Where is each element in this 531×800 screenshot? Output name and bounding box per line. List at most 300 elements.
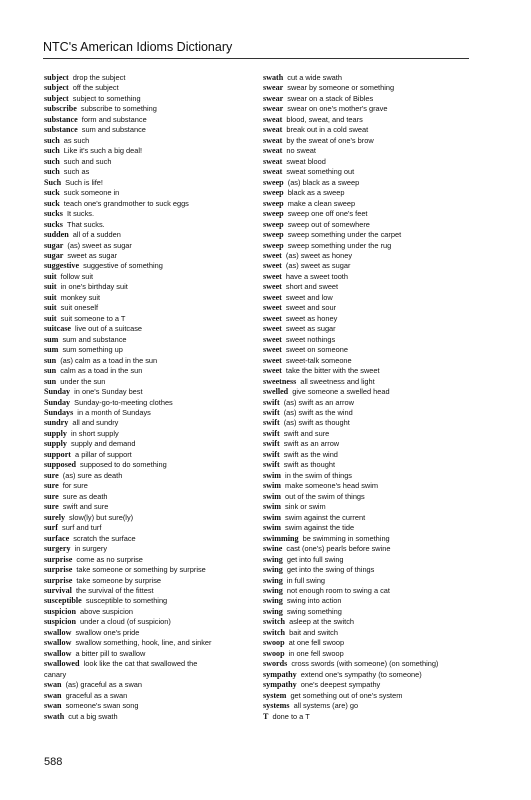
entry-phrase: calm as a toad in the sun (60, 366, 143, 376)
entry-phrase: (as) black as a sweep (287, 177, 360, 187)
index-entry (44, 576, 250, 586)
entry-phrase: be swimming in something (302, 533, 390, 543)
index-entry (263, 73, 469, 83)
entry-phrase: all sweetness and light (300, 376, 375, 386)
entry-headword: sweat (263, 167, 283, 177)
entry-phrase: sweep one off one's feet (287, 209, 368, 219)
index-entry (44, 314, 250, 324)
entry-phrase: sum and substance (81, 125, 146, 135)
entry-phrase: swallow one's pride (75, 627, 140, 637)
entry-phrase: susceptible to something (85, 596, 168, 606)
entry-phrase: make a clean sweep (287, 198, 356, 208)
index-entry (263, 712, 469, 722)
index-entry (263, 345, 469, 355)
index-entry (44, 596, 250, 606)
entry-phrase: under a cloud (of suspicion) (80, 617, 171, 627)
entry-headword: such (44, 146, 60, 156)
index-entry (263, 293, 469, 303)
index-entry (44, 638, 250, 648)
index-entry (44, 146, 250, 156)
entry-headword: supply (44, 439, 67, 449)
index-entry (44, 303, 250, 313)
entry-headword: swallowed (44, 659, 80, 669)
entry-phrase: blood, sweat, and tears (286, 114, 363, 124)
entry-headword: such (44, 167, 60, 177)
entry-headword: Such (44, 177, 62, 187)
entry-phrase: sweet as honey (285, 313, 338, 323)
entry-headword: sweetness (263, 376, 297, 386)
entry-headword: suit (44, 292, 57, 302)
entry-headword: sundry (44, 418, 69, 428)
entry-headword: sweet (263, 355, 282, 365)
entry-headword: sweep (263, 188, 284, 198)
entry-headword: swoop (263, 648, 285, 658)
index-entry (263, 398, 469, 408)
index-entry (263, 471, 469, 481)
index-entry (263, 670, 469, 680)
entry-headword: suck (44, 188, 60, 198)
entry-phrase: make someone's head swim (285, 481, 379, 491)
entry-phrase: (as) sweet as sugar (285, 261, 351, 271)
index-entry (44, 178, 250, 188)
entry-headword: swan (44, 680, 62, 690)
entry-phrase: sweet-talk someone (285, 355, 352, 365)
entry-headword: swing (263, 554, 283, 564)
index-entry (44, 450, 250, 460)
entry-phrase: suck someone in (63, 188, 120, 198)
index-entry (44, 460, 250, 470)
index-entry (263, 513, 469, 523)
entry-phrase: all of a sudden (72, 230, 121, 240)
index-entry (44, 565, 250, 575)
index-entry (44, 439, 250, 449)
entry-headword: sympathy (263, 669, 297, 679)
entry-phrase: (as) sure as death (62, 470, 123, 480)
entry-phrase: in one fell swoop (288, 648, 344, 658)
entry-phrase: take someone or something by surprise (76, 565, 206, 575)
index-entry (44, 335, 250, 345)
index-entry (263, 638, 469, 648)
entry-headword: swing (263, 606, 283, 616)
index-entry (44, 125, 250, 135)
entry-headword: suitcase (44, 324, 71, 334)
entry-headword: switch (263, 617, 286, 627)
entry-phrase: black as a sweep (287, 188, 345, 198)
entry-phrase: sweep out of somewhere (287, 219, 370, 229)
entry-phrase: short and sweet (285, 282, 339, 292)
entry-phrase: cross swords (with someone) (on something) (291, 659, 439, 669)
entry-phrase: swear by someone or something (287, 83, 395, 93)
index-entry (263, 157, 469, 167)
index-entry (44, 607, 250, 617)
index-entry (44, 617, 250, 627)
entry-headword: substance (44, 125, 78, 135)
index-entry (263, 523, 469, 533)
index-entry (44, 366, 250, 376)
entry-phrase: for sure (62, 481, 88, 491)
entry-phrase: sweep something under the rug (287, 240, 392, 250)
entry-headword: sweep (263, 177, 284, 187)
entry-headword: sweet (263, 250, 282, 260)
entry-phrase: all systems (are) go (293, 701, 359, 711)
entry-headword: suit (44, 303, 57, 313)
entry-headword: swift (263, 460, 280, 470)
entry-headword: surely (44, 512, 65, 522)
entry-headword: subject (44, 93, 69, 103)
index-entry (263, 439, 469, 449)
index-entry (44, 167, 250, 177)
entry-phrase: come as no surprise (76, 554, 143, 564)
index-entry (44, 94, 250, 104)
index-entry (44, 272, 250, 282)
entry-phrase: take the bitter with the sweet (285, 366, 380, 376)
index-entry (44, 408, 250, 418)
entry-phrase: out of the swim of things (285, 491, 365, 501)
entry-headword: swim (263, 470, 281, 480)
index-column-left (44, 73, 250, 722)
entry-phrase: get into the swing of things (286, 565, 375, 575)
entry-phrase: sum something up (62, 345, 123, 355)
entry-phrase: sweet on someone (285, 345, 348, 355)
entry-headword: sweat (263, 125, 283, 135)
entry-headword: surprise (44, 565, 73, 575)
entry-phrase: Such is life! (65, 177, 103, 187)
index-entry (44, 502, 250, 512)
entry-phrase: as such (63, 135, 90, 145)
entry-headword: support (44, 449, 71, 459)
entry-phrase: swift and sure (283, 428, 330, 438)
entry-phrase: extend one's sympathy (to someone) (300, 669, 422, 679)
entry-phrase: by the sweat of one's brow (286, 135, 374, 145)
entry-headword: swing (263, 585, 283, 595)
entry-phrase: supply and demand (71, 439, 136, 449)
entry-phrase: (as) graceful as a swan (65, 680, 142, 690)
entry-headword: T (263, 711, 269, 721)
entry-phrase: sweat blood (286, 156, 326, 166)
entry-headword: sudden (44, 230, 69, 240)
entry-headword: sure (44, 491, 59, 501)
entry-phrase: swift as an arrow (283, 439, 340, 449)
index-entry (44, 230, 250, 240)
entry-phrase: not enough room to swing a cat (286, 585, 390, 595)
entry-headword: surprise (44, 554, 73, 564)
entry-phrase: slow(ly) but sure(ly) (69, 512, 134, 522)
entry-headword: sum (44, 345, 59, 355)
index-entry (44, 513, 250, 523)
entry-phrase: canary (44, 669, 67, 679)
entry-headword: sympathy (263, 680, 297, 690)
entry-phrase: above suspicion (80, 606, 134, 616)
entry-headword: swift (263, 397, 280, 407)
entry-phrase: break out in a cold sweat (286, 125, 369, 135)
entry-headword: suggestive (44, 261, 80, 271)
entry-headword: sugar (44, 250, 64, 260)
index-entry (44, 324, 250, 334)
index-entry (44, 534, 250, 544)
index-entry (44, 628, 250, 638)
entry-headword: sweet (263, 282, 282, 292)
index-entry (263, 502, 469, 512)
index-entry (44, 136, 250, 146)
index-entry (263, 691, 469, 701)
entry-headword: Sunday (44, 397, 71, 407)
entry-headword: sweat (263, 156, 283, 166)
entry-headword: sweet (263, 271, 282, 281)
entry-phrase: swim against the current (285, 512, 366, 522)
entry-headword: sweet (263, 261, 282, 271)
entry-phrase: drop the subject (72, 73, 126, 82)
entry-phrase: Sunday-go-to-meeting clothes (74, 397, 173, 407)
entry-headword: sweep (263, 209, 284, 219)
entry-headword: swift (263, 439, 280, 449)
index-entry (263, 209, 469, 219)
entry-phrase: cut a big swath (68, 711, 118, 721)
entry-phrase: swallow something, hook, line, and sinker (75, 638, 212, 648)
entry-phrase: sweet as sugar (67, 250, 118, 260)
entry-headword: swing (263, 575, 283, 585)
entry-headword: sweet (263, 324, 282, 334)
index-entry (44, 73, 250, 83)
index-entry (44, 481, 250, 491)
entry-phrase: follow suit (60, 271, 94, 281)
entry-phrase: (as) sweet as honey (285, 250, 353, 260)
entry-phrase: (as) swift as an arrow (283, 397, 354, 407)
entry-headword: supposed (44, 460, 76, 470)
entry-phrase: (as) swift as the wind (283, 408, 353, 417)
entry-phrase: swing into action (286, 596, 342, 606)
entry-headword: substance (44, 114, 78, 124)
entry-headword: sucks (44, 219, 63, 229)
index-entry (263, 272, 469, 282)
entry-phrase: form and substance (81, 114, 147, 124)
entry-phrase: sweet and low (285, 292, 333, 302)
index-entry (263, 146, 469, 156)
index-entry (44, 418, 250, 428)
index-entry (263, 324, 469, 334)
entry-headword: swear (263, 83, 284, 93)
entry-headword: supply (44, 428, 67, 438)
index-entry (44, 649, 250, 659)
index-entry (263, 356, 469, 366)
entry-headword: Sundays (44, 408, 74, 417)
index-entry (263, 188, 469, 198)
entry-headword: surgery (44, 544, 71, 554)
index-entry (263, 115, 469, 125)
index-entry (44, 680, 250, 690)
index-entry (44, 544, 250, 554)
index-entry (263, 241, 469, 251)
entry-phrase: such as (63, 167, 90, 177)
index-entry (263, 314, 469, 324)
index-entry (44, 691, 250, 701)
index-entry (44, 471, 250, 481)
index-entry (263, 408, 469, 418)
entry-headword: swift (263, 418, 280, 428)
entry-headword: suspicion (44, 617, 76, 627)
index-entry (44, 377, 250, 387)
entry-headword: suit (44, 313, 57, 323)
index-entry (44, 712, 250, 722)
entry-headword: sweat (263, 146, 283, 156)
index-entry (44, 115, 250, 125)
index-entry (44, 492, 250, 502)
entry-headword: swords (263, 659, 288, 669)
index-entry (44, 523, 250, 533)
page-number: 588 (44, 756, 63, 768)
index-entry (263, 418, 469, 428)
entry-headword: subject (44, 73, 69, 82)
index-entry (263, 251, 469, 261)
entry-phrase: Like it's such a big deal! (63, 146, 143, 156)
entry-headword: sucks (44, 209, 63, 219)
entry-headword: swan (44, 690, 62, 700)
entry-headword: swoop (263, 638, 285, 648)
entry-headword: sweet (263, 345, 282, 355)
index-entry (263, 576, 469, 586)
index-entry (263, 659, 469, 669)
entry-headword: sweep (263, 198, 284, 208)
entry-phrase: look like the cat that swallowed the (83, 659, 198, 669)
index-entry (44, 241, 250, 251)
entry-phrase: suit someone to a T (60, 313, 126, 323)
entry-headword: such (44, 156, 60, 166)
entry-headword: Sunday (44, 387, 71, 397)
index-entry (263, 607, 469, 617)
entry-phrase: in one's Sunday best (74, 387, 143, 397)
entry-headword: sure (44, 481, 59, 491)
entry-headword: sun (44, 376, 57, 386)
entry-phrase: sweat something out (286, 167, 355, 177)
entry-phrase: swift and sure (62, 502, 109, 512)
entry-phrase: teach one's grandmother to suck eggs (63, 198, 189, 208)
entry-phrase: swift as thought (283, 460, 336, 470)
entry-headword: susceptible (44, 596, 82, 606)
index-entry (263, 377, 469, 387)
entry-phrase: supposed to do something (80, 460, 167, 470)
entry-phrase: all and sundry (72, 418, 119, 428)
entry-phrase: swift as the wind (283, 449, 338, 459)
entry-phrase: sweet as sugar (285, 324, 336, 334)
index-entry (44, 345, 250, 355)
header-rule (43, 58, 469, 59)
entry-phrase: such and such (63, 156, 112, 166)
entry-phrase: swear on a stack of Bibles (287, 93, 374, 103)
entry-phrase: no sweat (286, 146, 316, 156)
entry-phrase: sum and substance (62, 334, 127, 344)
entry-phrase: graceful as a swan (65, 690, 128, 700)
index-entry (44, 659, 250, 669)
entry-headword: swan (44, 701, 62, 711)
entry-phrase: sink or swim (285, 502, 326, 512)
entry-headword: such (44, 135, 60, 145)
index-entry (263, 481, 469, 491)
index-entry (263, 125, 469, 135)
entry-headword: sugar (44, 240, 64, 250)
running-head-title: NTC's American Idioms Dictionary (43, 40, 233, 54)
index-entry (44, 209, 250, 219)
entry-phrase: bait and switch (289, 627, 338, 637)
entry-phrase: sweet and sour (285, 303, 337, 313)
index-entry (263, 199, 469, 209)
entry-headword: surf (44, 523, 58, 533)
entry-phrase: in one's birthday suit (60, 282, 128, 292)
entry-headword: swing (263, 565, 283, 575)
index-entry (263, 167, 469, 177)
entry-phrase: swim against the tide (285, 523, 355, 533)
entry-phrase: one's deepest sympathy (300, 680, 381, 690)
entry-headword: swimming (263, 533, 299, 543)
index-entry (263, 534, 469, 544)
index-entry (263, 178, 469, 188)
entry-phrase: suit oneself (60, 303, 99, 313)
entry-headword: swelled (263, 387, 289, 397)
entry-headword: sun (44, 355, 57, 365)
index-entry (44, 398, 250, 408)
index-entry (263, 136, 469, 146)
entry-headword: sweet (263, 334, 282, 344)
index-entry (263, 83, 469, 93)
entry-headword: sweet (263, 292, 282, 302)
entry-headword: sweat (263, 114, 283, 124)
index-entry (263, 387, 469, 397)
index-entry (263, 565, 469, 575)
entry-phrase: (as) calm as a toad in the sun (60, 355, 158, 365)
entry-phrase: asleep at the switch (289, 617, 355, 627)
index-entry (263, 701, 469, 711)
entry-phrase: under the sun (60, 376, 106, 386)
index-entry (263, 450, 469, 460)
index-entry (44, 293, 250, 303)
index-entry (263, 596, 469, 606)
entry-phrase: cut a wide swath (287, 73, 342, 82)
entry-phrase: have a sweet tooth (285, 271, 348, 281)
entry-headword: sure (44, 502, 59, 512)
index-entry (263, 544, 469, 554)
entry-phrase: the survival of the fittest (75, 585, 154, 595)
index-entry (44, 251, 250, 261)
index-entry (44, 157, 250, 167)
entry-phrase: live out of a suitcase (75, 324, 142, 334)
entry-phrase: cast (one's) pearls before swine (286, 544, 391, 554)
entry-headword: swallow (44, 648, 72, 658)
entry-headword: sum (44, 334, 59, 344)
index-entry (263, 303, 469, 313)
index-entry (44, 83, 250, 93)
entry-phrase: (as) swift as thought (283, 418, 350, 428)
entry-phrase: swing something (286, 606, 342, 616)
entry-phrase: subscribe to something (80, 104, 157, 114)
index-entry (263, 261, 469, 271)
entry-headword: suit (44, 282, 57, 292)
entry-headword: surface (44, 533, 70, 543)
index-entry (263, 680, 469, 690)
index-entry (44, 188, 250, 198)
index-entry (263, 617, 469, 627)
entry-phrase: in short supply (71, 428, 119, 438)
index-entry (44, 670, 250, 680)
entry-phrase: off the subject (72, 83, 119, 93)
entry-phrase: done to a T (272, 711, 310, 721)
entry-headword: sweep (263, 219, 284, 229)
index-entry (44, 220, 250, 230)
entry-headword: suck (44, 198, 60, 208)
index-entry (263, 104, 469, 114)
entry-headword: swift (263, 428, 280, 438)
index-entry (263, 335, 469, 345)
entry-phrase: sure as death (62, 491, 108, 501)
entry-headword: sure (44, 470, 59, 480)
entry-headword: sweep (263, 240, 284, 250)
